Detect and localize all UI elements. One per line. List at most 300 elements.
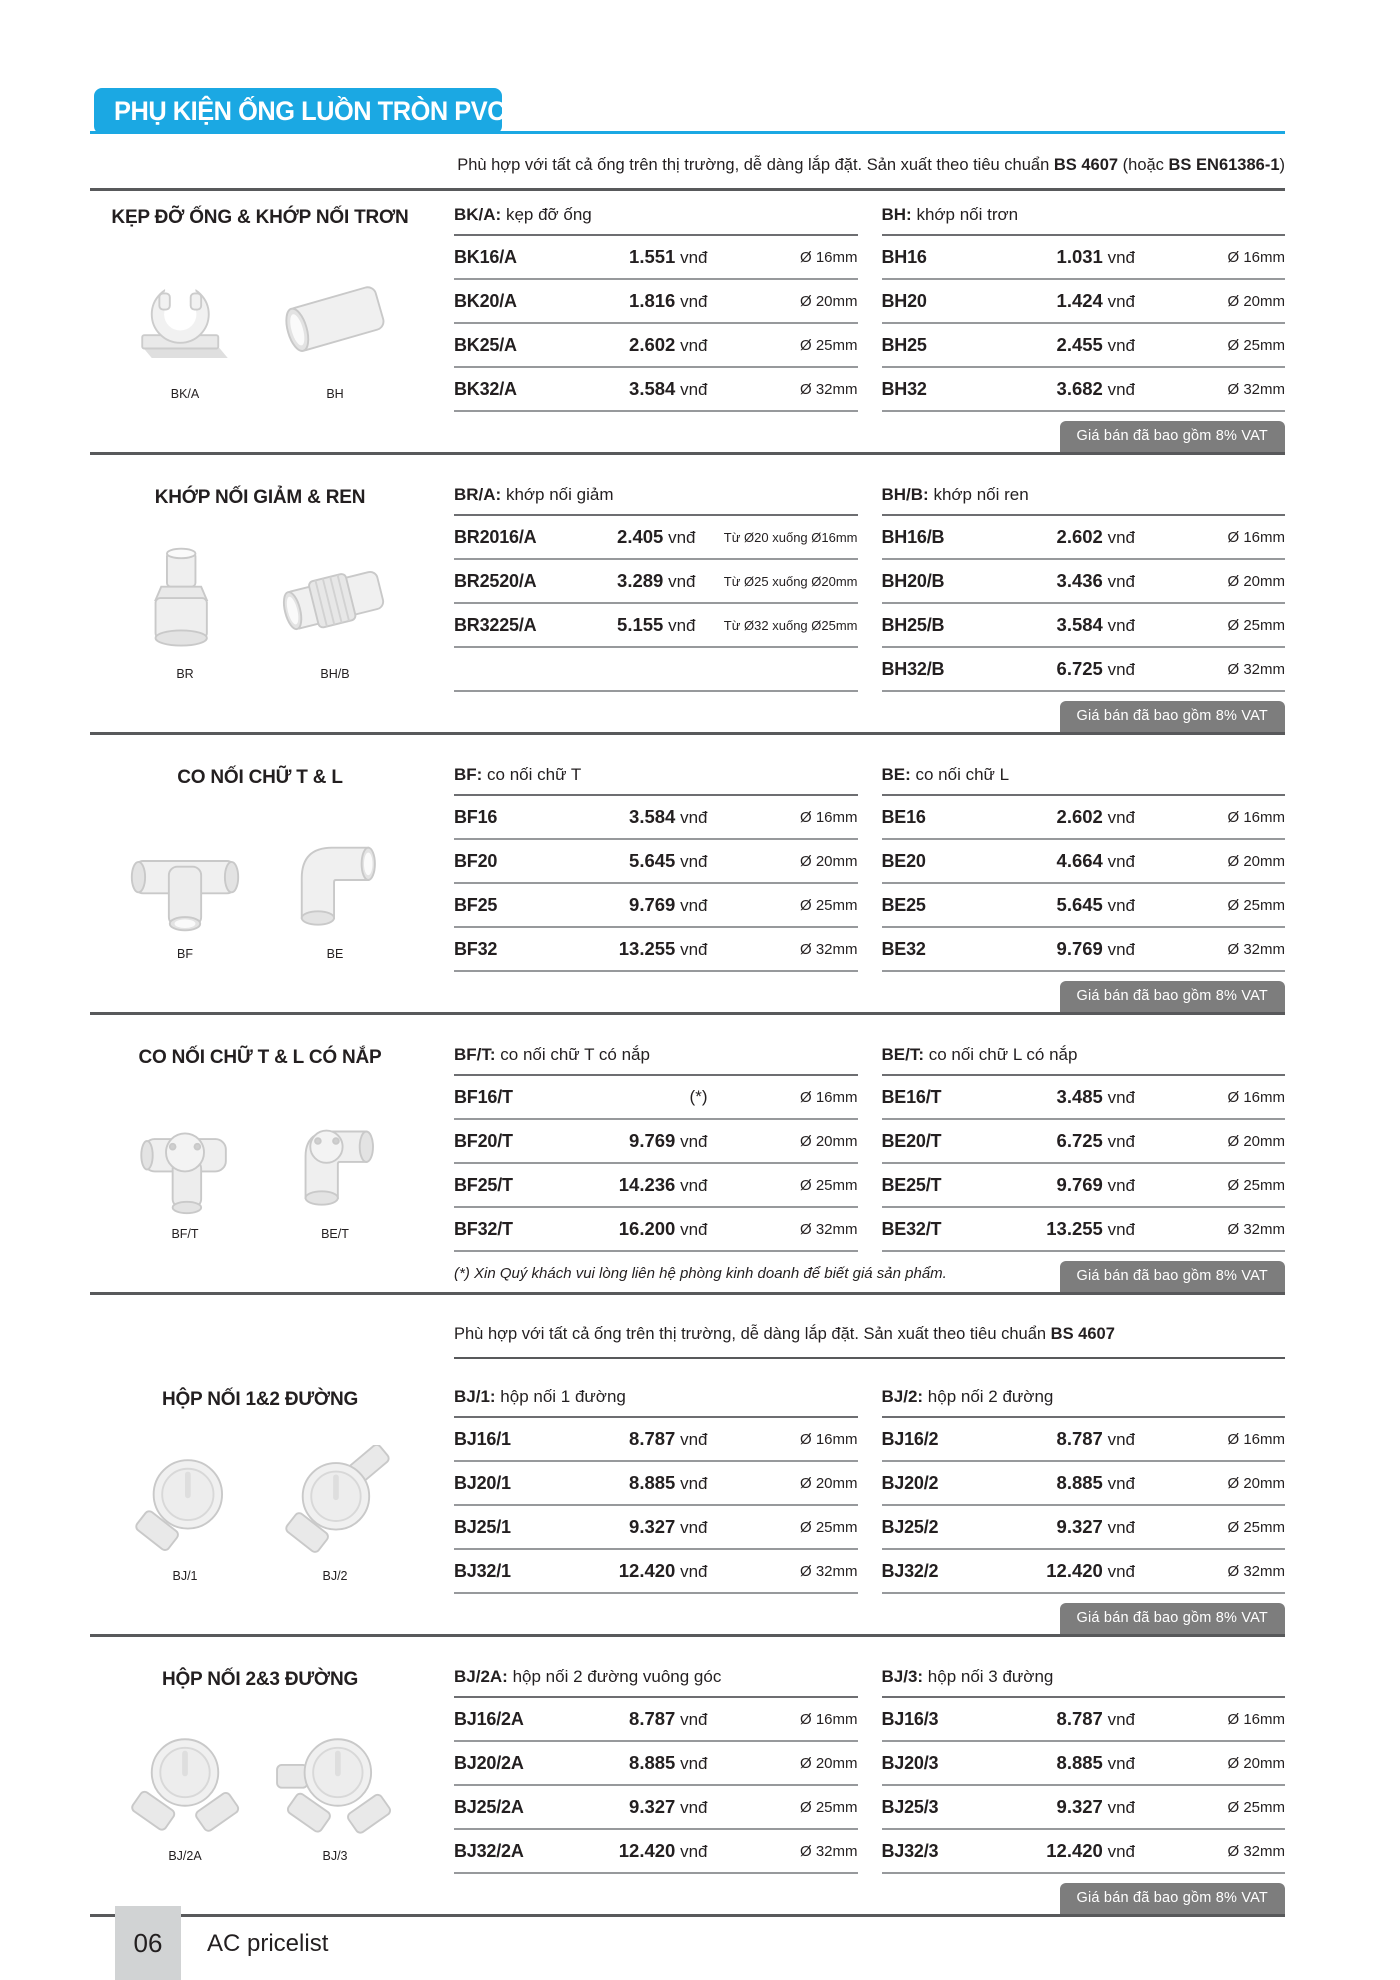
product-section-2 bbox=[90, 485, 1285, 735]
product-price: 14.236 vnđ bbox=[618, 1174, 708, 1195]
product-price: 9.769 vnđ bbox=[1056, 938, 1135, 959]
price-table-header: BE: co nối chữ L bbox=[882, 765, 1286, 796]
product-price: 9.769 vnđ bbox=[629, 894, 708, 915]
price-table-header: BJ/2A: hộp nối 2 đường vuông góc bbox=[454, 1667, 858, 1698]
product-figure bbox=[273, 1445, 397, 1583]
product-size: Ø 16mm bbox=[799, 248, 858, 266]
price-table bbox=[454, 1045, 858, 1252]
product-code: BJ32/2A bbox=[454, 1840, 524, 1861]
product-code: BF20/T bbox=[454, 1130, 513, 1151]
product-price: 8.885 vnđ bbox=[1056, 1752, 1135, 1773]
price-row bbox=[882, 840, 1286, 884]
product-price: 5.645 vnđ bbox=[629, 850, 708, 871]
product-size: Ø 25mm bbox=[1227, 616, 1285, 634]
price-table-header: BH: khớp nối trơn bbox=[882, 205, 1286, 236]
product-code: BJ25/2A bbox=[454, 1796, 524, 1817]
product-code: BJ20/1 bbox=[454, 1472, 511, 1493]
product-code: BH25/B bbox=[881, 614, 945, 635]
price-row bbox=[454, 840, 858, 884]
price-row bbox=[454, 884, 858, 928]
product-code: BJ16/2A bbox=[454, 1708, 524, 1729]
product-size: Ø 16mm bbox=[1227, 1430, 1285, 1448]
intro-standard-2: BS EN61386-1 bbox=[1168, 156, 1280, 174]
product-price: 6.725 vnđ bbox=[1056, 1130, 1135, 1151]
product-image-label: BJ/2 bbox=[322, 1569, 348, 1583]
price-table-header: BR/A: khớp nối giảm bbox=[454, 485, 858, 516]
product-code: BK16/A bbox=[454, 246, 517, 267]
top-divider bbox=[90, 188, 1285, 191]
product-price: (*) bbox=[689, 1087, 708, 1106]
product-figure bbox=[123, 1445, 247, 1583]
product-size: Ø 20mm bbox=[1227, 852, 1285, 870]
product-size: Ø 20mm bbox=[1227, 572, 1285, 590]
price-table-header: BF: co nối chữ T bbox=[454, 765, 858, 796]
price-row bbox=[882, 236, 1286, 280]
price-row bbox=[454, 1786, 858, 1830]
vat-badge: Giá bán đã bao gồm 8% VAT bbox=[1060, 701, 1285, 732]
product-size: Ø 25mm bbox=[799, 1798, 858, 1816]
product-price: 5.645 vnđ bbox=[1056, 894, 1135, 915]
product-price: 9.327 vnđ bbox=[629, 1516, 708, 1537]
section-grid bbox=[90, 485, 1285, 692]
product-price: 2.602 vnđ bbox=[629, 334, 708, 355]
product-price: 13.255 vnđ bbox=[1046, 1218, 1135, 1239]
price-row bbox=[882, 516, 1286, 560]
product-code: BF25 bbox=[454, 894, 498, 915]
section-grid bbox=[90, 1045, 1285, 1252]
price-row bbox=[454, 1418, 858, 1462]
product-images bbox=[90, 823, 430, 961]
price-row bbox=[882, 604, 1286, 648]
product-size: Ø 16mm bbox=[1227, 1088, 1285, 1106]
product-price: 8.787 vnđ bbox=[629, 1708, 708, 1729]
product-size: Ø 32mm bbox=[1227, 940, 1285, 958]
price-row bbox=[454, 1120, 858, 1164]
section-label-column bbox=[90, 205, 430, 412]
product-price: 3.584 vnđ bbox=[1056, 614, 1135, 635]
category-banner-title: PHỤ KIỆN ỐNG LUỒN TRÒN PVC bbox=[114, 95, 506, 126]
price-table-header: BF/T: co nối chữ T có nắp bbox=[454, 1045, 858, 1076]
price-row bbox=[454, 648, 858, 692]
product-code: BE32/T bbox=[881, 1218, 942, 1239]
product-figure bbox=[123, 1103, 247, 1241]
product-size: Ø 16mm bbox=[1227, 528, 1285, 546]
price-row bbox=[454, 368, 858, 412]
product-price: 4.664 vnđ bbox=[1056, 850, 1135, 871]
price-row bbox=[882, 1418, 1286, 1462]
teecap-fitting-image bbox=[123, 1103, 247, 1217]
product-size: Ø 32mm bbox=[1227, 1220, 1285, 1238]
product-code: BJ25/1 bbox=[454, 1516, 511, 1537]
product-price: 8.885 vnđ bbox=[1056, 1472, 1135, 1493]
section-grid bbox=[90, 1387, 1285, 1594]
product-size: Ø 16mm bbox=[799, 1088, 858, 1106]
vat-badge: Giá bán đã bao gồm 8% VAT bbox=[1060, 1883, 1285, 1914]
vat-badge: Giá bán đã bao gồm 8% VAT bbox=[1060, 981, 1285, 1012]
product-size: Ø 16mm bbox=[1227, 1710, 1285, 1728]
product-size: Từ Ø25 xuống Ø20mm bbox=[723, 573, 858, 589]
elbowcap-fitting-image bbox=[273, 1103, 397, 1217]
vat-badge: Giá bán đã bao gồm 8% VAT bbox=[1060, 421, 1285, 452]
price-row bbox=[882, 560, 1286, 604]
price-row bbox=[454, 560, 858, 604]
product-code: BJ25/3 bbox=[881, 1796, 939, 1817]
price-row bbox=[454, 1550, 858, 1594]
price-table bbox=[454, 765, 858, 972]
product-code: BJ32/3 bbox=[881, 1840, 939, 1861]
price-row bbox=[454, 604, 858, 648]
sections-container bbox=[90, 205, 1285, 1917]
product-code: BE16 bbox=[881, 806, 926, 827]
product-size: Ø 16mm bbox=[1227, 248, 1285, 266]
product-code: BF20 bbox=[454, 850, 498, 871]
price-row bbox=[454, 280, 858, 324]
product-price: 16.200 vnđ bbox=[618, 1218, 708, 1239]
product-size: Ø 16mm bbox=[799, 1710, 858, 1728]
price-table-header: BE/T: co nối chữ L có nắp bbox=[882, 1045, 1286, 1076]
section-label-column bbox=[90, 1667, 430, 1874]
product-images bbox=[90, 543, 430, 681]
product-price: 3.485 vnđ bbox=[1056, 1086, 1135, 1107]
product-code: BH20/B bbox=[881, 570, 945, 591]
tube-fitting-image bbox=[273, 263, 397, 377]
product-figure bbox=[273, 263, 397, 401]
product-price: 12.420 vnđ bbox=[618, 1560, 708, 1581]
product-size: Ø 20mm bbox=[799, 1474, 858, 1492]
product-figure bbox=[123, 1725, 247, 1863]
price-table-header: BJ/2: hộp nối 2 đường bbox=[882, 1387, 1286, 1418]
price-row bbox=[882, 1698, 1286, 1742]
product-size: Từ Ø32 xuống Ø25mm bbox=[723, 617, 858, 633]
product-figure bbox=[273, 823, 397, 961]
product-size: Ø 20mm bbox=[1227, 292, 1285, 310]
box3-fitting-image bbox=[273, 1725, 397, 1839]
product-price: 9.327 vnđ bbox=[629, 1796, 708, 1817]
price-row bbox=[454, 796, 858, 840]
product-price: 2.405 vnđ bbox=[617, 526, 696, 547]
price-table bbox=[882, 1667, 1286, 1874]
product-size: Ø 32mm bbox=[799, 380, 858, 398]
product-size: Ø 32mm bbox=[1227, 1562, 1285, 1580]
price-row bbox=[882, 1120, 1286, 1164]
product-code: BK20/A bbox=[454, 290, 517, 311]
product-code: BE20 bbox=[881, 850, 926, 871]
product-size: Ø 32mm bbox=[1227, 660, 1285, 678]
product-code: BH20 bbox=[881, 290, 927, 311]
product-image-label: BE bbox=[326, 947, 344, 961]
box1-fitting-image bbox=[123, 1445, 247, 1559]
page-number-box bbox=[115, 1906, 181, 1980]
product-price: 3.584 vnđ bbox=[629, 806, 708, 827]
product-price: 9.327 vnđ bbox=[1056, 1516, 1135, 1537]
product-code: BH16/B bbox=[881, 526, 945, 547]
price-table bbox=[882, 1387, 1286, 1594]
vat-badge: Giá bán đã bao gồm 8% VAT bbox=[1060, 1603, 1285, 1634]
product-image-label: BH/B bbox=[320, 667, 350, 681]
price-table bbox=[882, 1045, 1286, 1252]
product-size: Ø 20mm bbox=[799, 1132, 858, 1150]
price-row bbox=[454, 1742, 858, 1786]
product-price: 8.787 vnđ bbox=[1056, 1428, 1135, 1449]
product-code: BR2520/A bbox=[454, 570, 537, 591]
product-code: BK25/A bbox=[454, 334, 517, 355]
product-code: BR3225/A bbox=[454, 614, 537, 635]
product-price: 9.769 vnđ bbox=[629, 1130, 708, 1151]
section-label-column bbox=[90, 1387, 430, 1594]
product-code: BH25 bbox=[881, 334, 927, 355]
price-row bbox=[882, 1076, 1286, 1120]
section-title: KHỚP NỐI GIẢM & REN bbox=[154, 487, 366, 508]
product-figure bbox=[273, 543, 397, 681]
product-price: 12.420 vnđ bbox=[618, 1840, 708, 1861]
intro-text: Phù hợp với tất cả ống trên thị trường, dễ dàng lắp đặt. Sản xuất theo tiêu chuẩn bbox=[457, 156, 1054, 174]
product-code: BF32/T bbox=[454, 1218, 513, 1239]
product-code: BJ32/2 bbox=[881, 1560, 939, 1581]
intro-standard-1: BS 4607 bbox=[1053, 156, 1119, 174]
price-row bbox=[882, 1462, 1286, 1506]
mid-intro-standard: BS 4607 bbox=[1050, 1325, 1115, 1343]
product-size: Ø 20mm bbox=[799, 292, 858, 310]
product-code: BF25/T bbox=[454, 1174, 513, 1195]
price-row bbox=[882, 796, 1286, 840]
price-row bbox=[882, 1208, 1286, 1252]
product-size: Ø 25mm bbox=[1227, 1518, 1285, 1536]
section-grid bbox=[90, 1667, 1285, 1874]
product-price: 12.420 vnđ bbox=[1046, 1560, 1135, 1581]
price-table bbox=[454, 205, 858, 412]
product-code: BJ25/2 bbox=[881, 1516, 939, 1537]
price-table bbox=[882, 765, 1286, 972]
price-table bbox=[882, 485, 1286, 692]
product-price: 1.816 vnđ bbox=[629, 290, 708, 311]
price-row bbox=[454, 324, 858, 368]
product-code: BH32/B bbox=[881, 658, 945, 679]
product-size: Ø 25mm bbox=[1227, 1798, 1285, 1816]
price-row bbox=[882, 1506, 1286, 1550]
product-price: 5.155 vnđ bbox=[617, 614, 696, 635]
product-code: BE16/T bbox=[881, 1086, 942, 1107]
product-code: BR2016/A bbox=[454, 526, 537, 547]
price-table-header: BJ/3: hộp nối 3 đường bbox=[882, 1667, 1286, 1698]
product-size: Ø 25mm bbox=[799, 336, 858, 354]
price-table-header: BH/B: khớp nối ren bbox=[882, 485, 1286, 516]
price-row bbox=[882, 884, 1286, 928]
product-code: BJ20/2 bbox=[881, 1472, 939, 1493]
category-banner bbox=[94, 88, 506, 134]
product-image-label: BF bbox=[177, 947, 193, 961]
threaded-fitting-image bbox=[273, 543, 397, 657]
price-table-header: BJ/1: hộp nối 1 đường bbox=[454, 1387, 858, 1418]
product-section-1 bbox=[90, 205, 1285, 455]
price-row bbox=[454, 516, 858, 560]
product-price: 1.551 vnđ bbox=[629, 246, 708, 267]
product-figure bbox=[123, 823, 247, 961]
product-size: Ø 16mm bbox=[1227, 808, 1285, 826]
box2-fitting-image bbox=[273, 1445, 397, 1559]
product-section-3 bbox=[90, 765, 1285, 1015]
section-label-column bbox=[90, 485, 430, 692]
product-code: BE25 bbox=[881, 894, 926, 915]
price-row bbox=[454, 1164, 858, 1208]
product-price: 3.289 vnđ bbox=[617, 570, 696, 591]
price-row bbox=[882, 928, 1286, 972]
product-price: 9.769 vnđ bbox=[1056, 1174, 1135, 1195]
price-table bbox=[882, 205, 1286, 412]
price-row bbox=[454, 1830, 858, 1874]
product-image-label: BJ/2A bbox=[168, 1849, 202, 1863]
product-size: Ø 20mm bbox=[799, 1754, 858, 1772]
page-number: 06 bbox=[133, 1927, 163, 1958]
product-price: 6.725 vnđ bbox=[1056, 658, 1135, 679]
price-row bbox=[882, 1550, 1286, 1594]
section-grid bbox=[90, 205, 1285, 412]
section-label-column bbox=[90, 1045, 430, 1252]
product-price: 3.436 vnđ bbox=[1056, 570, 1135, 591]
box2a-fitting-image bbox=[123, 1725, 247, 1839]
product-figure bbox=[123, 543, 247, 681]
elbow-fitting-image bbox=[273, 823, 397, 937]
product-price: 2.602 vnđ bbox=[1056, 806, 1135, 827]
product-size: Ø 20mm bbox=[1227, 1754, 1285, 1772]
product-code: BJ20/3 bbox=[881, 1752, 939, 1773]
section-title: HỘP NỐI 2&3 ĐƯỜNG bbox=[161, 1669, 359, 1690]
product-section-4 bbox=[90, 1045, 1285, 1295]
price-row bbox=[882, 280, 1286, 324]
product-code: BK32/A bbox=[454, 378, 517, 399]
product-price: 8.787 vnđ bbox=[629, 1428, 708, 1449]
tee-fitting-image bbox=[123, 823, 247, 937]
product-price: 3.682 vnđ bbox=[1056, 378, 1135, 399]
price-row bbox=[454, 1208, 858, 1252]
section-title: CO NỐI CHỮ T & L CÓ NẮP bbox=[138, 1047, 382, 1068]
product-section-6 bbox=[90, 1667, 1285, 1917]
product-code: BH16 bbox=[881, 246, 927, 267]
product-images bbox=[90, 1445, 430, 1583]
product-price: 9.327 vnđ bbox=[1056, 1796, 1135, 1817]
product-price: 8.787 vnđ bbox=[1056, 1708, 1135, 1729]
product-size: Ø 32mm bbox=[1227, 380, 1285, 398]
page-footer bbox=[115, 1906, 328, 1980]
product-price: 8.885 vnđ bbox=[629, 1752, 708, 1773]
price-table bbox=[454, 1667, 858, 1874]
product-size: Ø 16mm bbox=[799, 1430, 858, 1448]
intro-text-suffix: ) bbox=[1279, 156, 1285, 174]
product-size: Ø 25mm bbox=[1227, 896, 1285, 914]
mid-intro-line bbox=[454, 1325, 1285, 1359]
product-image-label: BJ/3 bbox=[322, 1849, 348, 1863]
product-code: BJ16/1 bbox=[454, 1428, 511, 1449]
footer-title: AC pricelist bbox=[207, 1930, 329, 1957]
product-price: 8.885 vnđ bbox=[629, 1472, 708, 1493]
product-size: Từ Ø20 xuống Ø16mm bbox=[723, 529, 858, 545]
product-code: BJ32/1 bbox=[454, 1560, 511, 1581]
price-row bbox=[454, 928, 858, 972]
price-row bbox=[882, 1742, 1286, 1786]
price-table-header: BK/A: kẹp đỡ ống bbox=[454, 205, 858, 236]
product-figure bbox=[273, 1725, 397, 1863]
product-image-label: BH bbox=[326, 387, 344, 401]
product-code: BE25/T bbox=[881, 1174, 942, 1195]
product-size: Ø 25mm bbox=[1227, 336, 1285, 354]
product-size: Ø 20mm bbox=[799, 852, 858, 870]
clamp-fitting-image bbox=[123, 263, 247, 377]
product-size: Ø 25mm bbox=[799, 1176, 858, 1194]
product-code: BE20/T bbox=[881, 1130, 942, 1151]
price-row bbox=[882, 1830, 1286, 1874]
product-price: 2.455 vnđ bbox=[1056, 334, 1135, 355]
product-figure bbox=[273, 1103, 397, 1241]
reducer-fitting-image bbox=[123, 543, 247, 657]
product-figure bbox=[123, 263, 247, 401]
price-table bbox=[454, 485, 858, 692]
product-image-label: BK/A bbox=[170, 387, 200, 401]
product-code: BJ16/3 bbox=[881, 1708, 939, 1729]
product-section-5 bbox=[90, 1325, 1285, 1637]
product-price: 13.255 vnđ bbox=[618, 938, 708, 959]
product-size: Ø 20mm bbox=[1227, 1474, 1285, 1492]
product-code: BF16/T bbox=[454, 1086, 513, 1107]
product-image-label: BF/T bbox=[171, 1227, 199, 1241]
product-image-label: BJ/1 bbox=[172, 1569, 198, 1583]
product-code: BF16 bbox=[454, 806, 498, 827]
product-images bbox=[90, 1103, 430, 1241]
mid-intro-text: Phù hợp với tất cả ống trên thị trường, dễ dàng lắp đặt. Sản xuất theo tiêu chuẩn bbox=[454, 1325, 1051, 1343]
product-images bbox=[90, 1725, 430, 1863]
price-row bbox=[882, 648, 1286, 692]
intro-text-mid: (hoặc bbox=[1118, 156, 1169, 174]
product-code: BF32 bbox=[454, 938, 498, 959]
product-size: Ø 32mm bbox=[799, 1562, 858, 1580]
product-size: Ø 25mm bbox=[1227, 1176, 1285, 1194]
product-code: BJ20/2A bbox=[454, 1752, 524, 1773]
product-price: 2.602 vnđ bbox=[1056, 526, 1135, 547]
product-size: Ø 20mm bbox=[1227, 1132, 1285, 1150]
product-size: Ø 32mm bbox=[799, 1842, 858, 1860]
product-size: Ø 16mm bbox=[799, 808, 858, 826]
product-size: Ø 25mm bbox=[799, 896, 858, 914]
price-row bbox=[454, 1076, 858, 1120]
price-row bbox=[454, 1506, 858, 1550]
price-row bbox=[882, 324, 1286, 368]
product-size: Ø 32mm bbox=[799, 1220, 858, 1238]
header-banner-row bbox=[90, 88, 1285, 134]
section-note: (*) Xin Quý khách vui lòng liên hệ phòng kinh doanh để biết giá sản phẩm. bbox=[454, 1265, 947, 1282]
price-row bbox=[454, 1462, 858, 1506]
product-size: Ø 32mm bbox=[1227, 1842, 1285, 1860]
vat-badge: Giá bán đã bao gồm 8% VAT bbox=[1060, 1261, 1285, 1292]
section-title: CO NỐI CHỮ T & L bbox=[177, 767, 343, 788]
price-row bbox=[882, 1164, 1286, 1208]
product-size: Ø 32mm bbox=[799, 940, 858, 958]
price-row bbox=[454, 236, 858, 280]
product-code: BH32 bbox=[881, 378, 927, 399]
price-row bbox=[882, 368, 1286, 412]
section-label-column bbox=[90, 765, 430, 972]
product-code: BE32 bbox=[881, 938, 926, 959]
intro-line bbox=[90, 156, 1285, 175]
product-price: 3.584 vnđ bbox=[629, 378, 708, 399]
product-images bbox=[90, 263, 430, 401]
section-grid bbox=[90, 765, 1285, 972]
product-image-label: BR bbox=[176, 667, 194, 681]
section-title: KẸP ĐỠ ỐNG & KHỚP NỐI TRƠN bbox=[111, 207, 409, 228]
product-price: 1.031 vnđ bbox=[1056, 246, 1135, 267]
product-size: Ø 25mm bbox=[799, 1518, 858, 1536]
price-row bbox=[882, 1786, 1286, 1830]
product-price: 1.424 vnđ bbox=[1056, 290, 1135, 311]
section-title: HỘP NỐI 1&2 ĐƯỜNG bbox=[161, 1389, 359, 1410]
product-price: 12.420 vnđ bbox=[1046, 1840, 1135, 1861]
